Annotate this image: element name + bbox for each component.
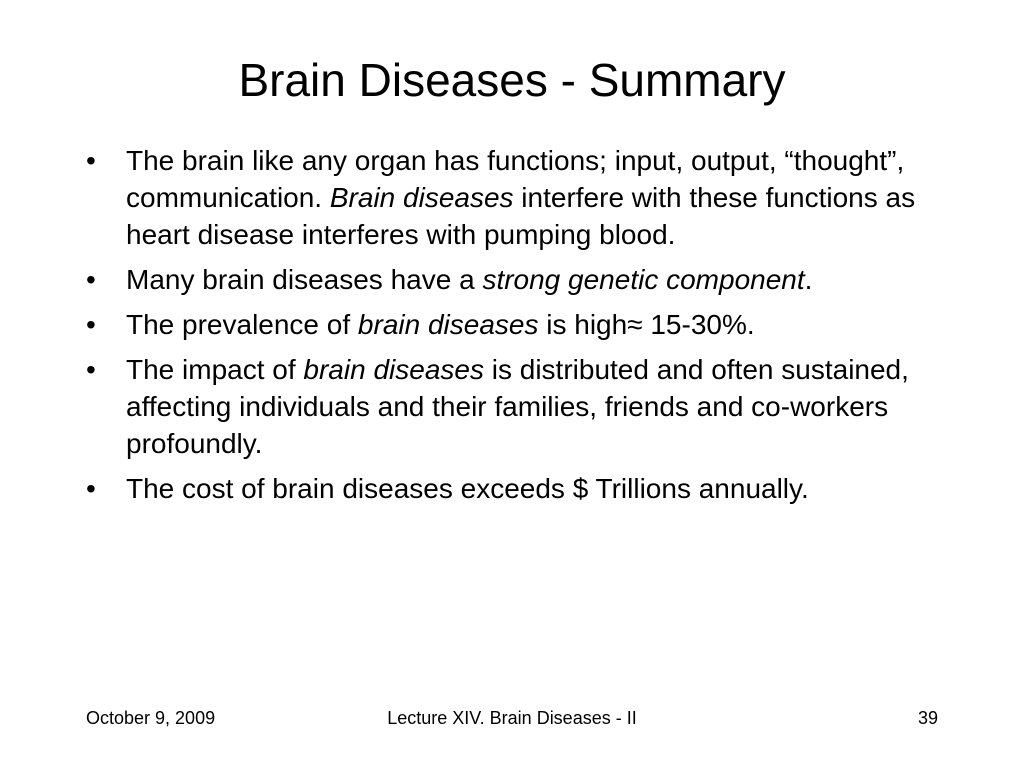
bullet-icon: • bbox=[86, 354, 96, 385]
bullet-text-emphasis: brain diseases bbox=[303, 354, 484, 385]
bullet-item bbox=[86, 351, 936, 462]
bullet-text-segment: is high≈ 15-30%. bbox=[538, 309, 755, 340]
bullet-text-segment: The prevalence of bbox=[126, 309, 358, 340]
footer-lecture-title: Lecture XIV. Brain Diseases - II bbox=[387, 708, 637, 728]
bullet-text-segment: interfere with these functions as heart disease interferes with pumping blood. bbox=[126, 182, 916, 250]
bullet-icon: • bbox=[86, 473, 96, 504]
bullet-text-segment: . bbox=[804, 264, 813, 295]
bullet-item bbox=[86, 261, 936, 298]
bullet-item bbox=[86, 470, 936, 507]
bullet-text-segment: is distributed and often sustained, affecting individuals and their families, friends and co-workers profoundly. bbox=[126, 354, 909, 459]
bullet-text-emphasis: Brain diseases bbox=[329, 182, 514, 213]
bullet-list bbox=[86, 142, 936, 515]
footer-page-number: 39 bbox=[917, 708, 938, 728]
bullet-item bbox=[86, 142, 936, 253]
bullet-text-segment: Many brain diseases have a bbox=[126, 264, 483, 295]
bullet-text-emphasis: strong genetic component bbox=[482, 264, 805, 295]
bullet-text-emphasis: brain diseases bbox=[357, 309, 539, 340]
bullet-text-segment: The brain like any organ has functions; input, output, “thought”, communication. bbox=[126, 145, 905, 213]
bullet-icon: • bbox=[86, 145, 96, 176]
footer-date: October 9, 2009 bbox=[86, 708, 216, 728]
bullet-item bbox=[86, 306, 936, 343]
bullet-icon: • bbox=[86, 309, 96, 340]
slide-title: Brain Diseases - Summary bbox=[238, 54, 786, 106]
bullet-text-segment: The cost of brain diseases exceeds $ Trillions annually. bbox=[126, 473, 809, 504]
bullet-text-segment: The impact of bbox=[126, 354, 304, 385]
bullet-icon: • bbox=[86, 264, 96, 295]
